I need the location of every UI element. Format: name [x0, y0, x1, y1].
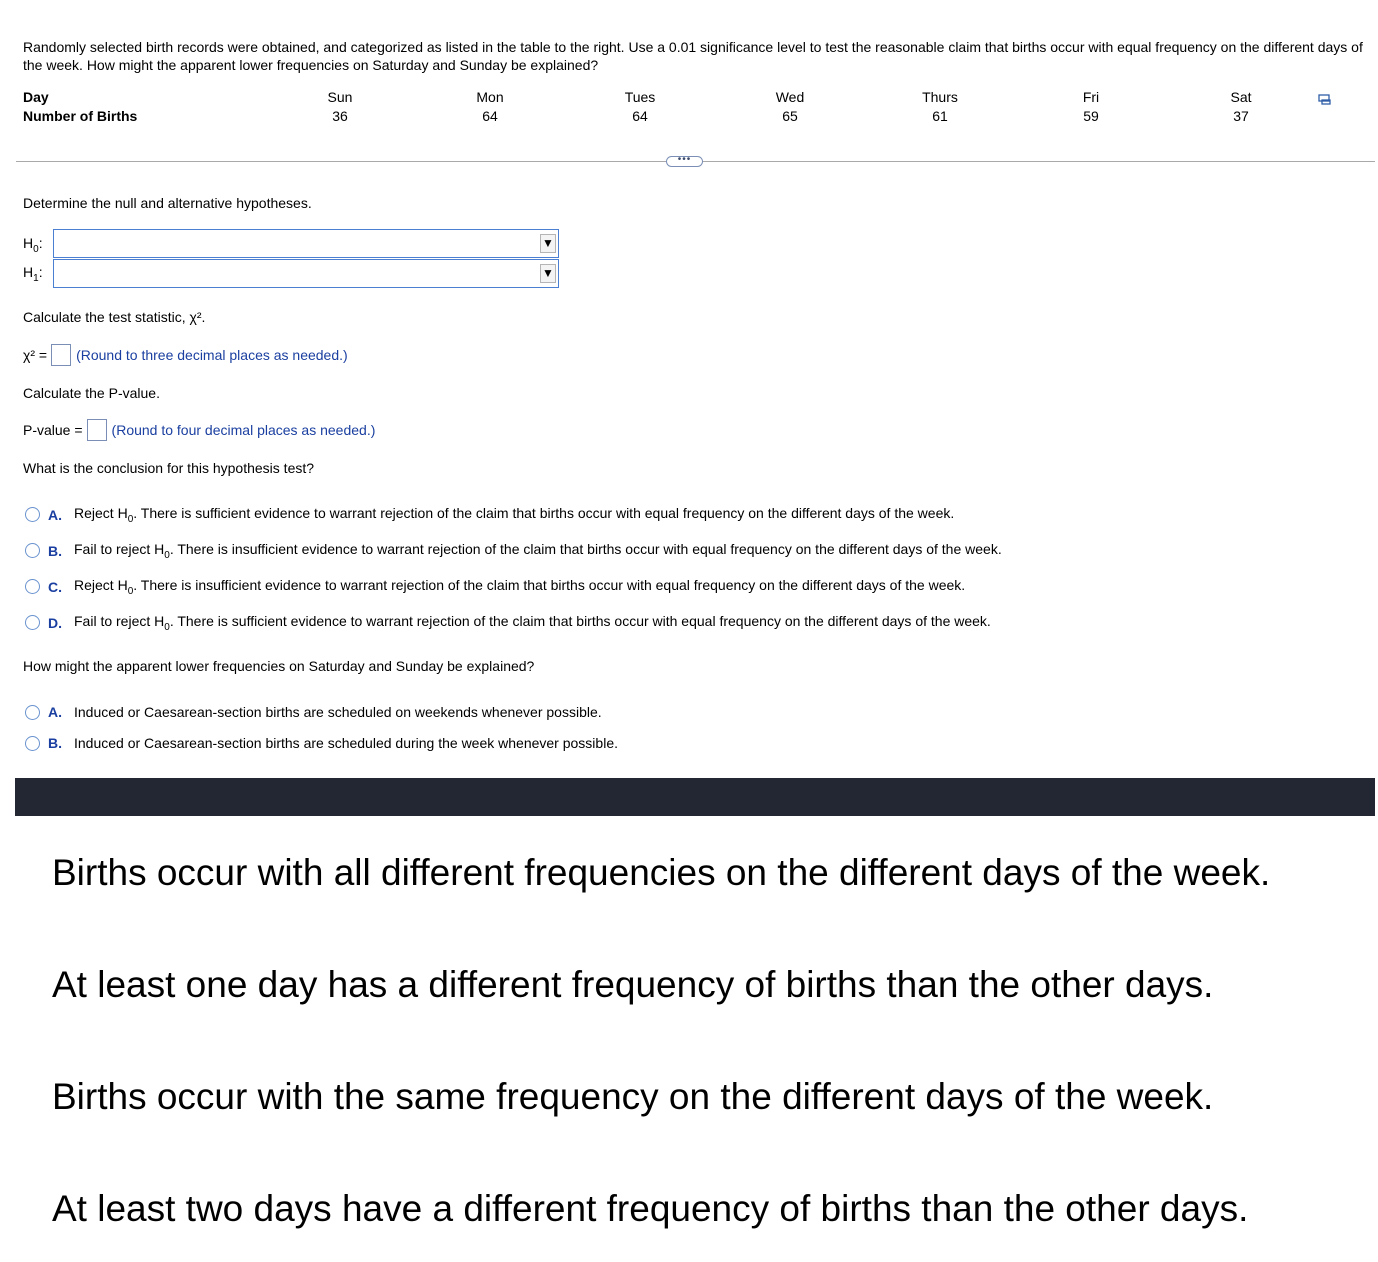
pvalue-label: P-value = [23, 422, 83, 438]
hypotheses-prompt: Determine the null and alternative hypotheses. [23, 195, 312, 211]
day-cell: Sun [327, 89, 353, 105]
chi-square-input[interactable] [51, 344, 71, 366]
pvalue-prompt: Calculate the P-value. [23, 385, 160, 401]
pvalue-row [23, 419, 375, 441]
births-cell: 61 [932, 108, 948, 124]
radio-button[interactable] [25, 579, 40, 594]
chevron-down-icon: ▼ [540, 234, 556, 253]
chevron-down-icon: ▼ [540, 264, 556, 283]
dropdown-option[interactable]: At least two days have a different frequency of births than the other days. [52, 1188, 1249, 1229]
conclusion-option-b[interactable]: B. Fail to reject $H_0$. There is insufficient evidence to warrant rejection of the claim that births occur with equal frequency on the different days of the week. [25, 541, 1002, 561]
day-cell: Sat [1230, 89, 1252, 105]
explanation-option-b[interactable]: B. Induced or Caesarean-section births are scheduled during the week whenever possible. [25, 735, 618, 751]
h0-select[interactable] [53, 229, 559, 258]
pvalue-input[interactable] [87, 419, 107, 441]
table-row-day [23, 89, 1343, 108]
statistic-label: χ² = [23, 347, 48, 363]
day-cell: Fri [1082, 89, 1100, 105]
conclusion-option-c[interactable]: C. Reject $H_0$. There is insufficient evidence to warrant rejection of the claim that births occur with equal frequency on the different days of the week. [25, 577, 965, 597]
radio-button[interactable] [25, 543, 40, 558]
births-cell: 36 [332, 108, 348, 124]
conclusion-option-a[interactable]: A. Reject $H_0$. There is sufficient evidence to warrant rejection of the claim that births occur with equal frequency on the different days of the week. [25, 505, 954, 525]
explanation-prompt: How might the apparent lower frequencies on Saturday and Sunday be explained? [23, 658, 535, 674]
question-text: Randomly selected birth records were obtained, and categorized as listed in the table to the right. Use a 0.01 significance level to test the reasonable claim that births occur with equal frequency on the different days of the week. How might the apparent lower frequencies on Saturday and Sunday be explained? [23, 39, 1363, 73]
births-cell: 64 [632, 108, 648, 124]
table-row-births [23, 108, 1343, 127]
births-table [23, 89, 1343, 127]
row-label-births: Number of Births [23, 108, 138, 124]
day-cell: Mon [476, 89, 504, 105]
statistic-row [23, 344, 348, 366]
statistic-prompt: Calculate the test statistic, χ². [23, 309, 206, 325]
statistic-hint: (Round to three decimal places as needed.) [76, 347, 348, 363]
dropdown-option[interactable]: Births occur with the same frequency on the different days of the week. [52, 1076, 1214, 1117]
births-cell: 59 [1083, 108, 1099, 124]
radio-button[interactable] [25, 507, 40, 522]
radio-button[interactable] [25, 736, 40, 751]
expand-more-button[interactable]: ••• [666, 156, 703, 167]
day-cell: Thurs [922, 89, 958, 105]
copy-table-icon[interactable] [1318, 93, 1332, 105]
h1-label: $H_1$: [23, 264, 43, 284]
explanation-option-a[interactable]: A. Induced or Caesarean-section births are scheduled on weekends whenever possible. [25, 704, 602, 720]
births-cell: 65 [782, 108, 798, 124]
dropdown-option[interactable]: Births occur with all different frequencies on the different days of the week. [52, 852, 1271, 893]
h0-label: $H_0$: [23, 235, 43, 255]
h1-select[interactable] [53, 259, 559, 288]
conclusion-option-d[interactable]: D. Fail to reject $H_0$. There is sufficient evidence to warrant rejection of the claim that births occur with equal frequency on the different days of the week. [25, 613, 991, 633]
births-cell: 64 [482, 108, 498, 124]
births-cell: 37 [1233, 108, 1249, 124]
radio-button[interactable] [25, 615, 40, 630]
day-cell: Wed [775, 89, 805, 105]
radio-button[interactable] [25, 705, 40, 720]
conclusion-prompt: What is the conclusion for this hypothesis test? [23, 460, 315, 476]
pvalue-hint: (Round to four decimal places as needed.) [111, 422, 376, 438]
day-cell: Tues [624, 89, 656, 105]
row-label-day: Day [23, 89, 49, 105]
dropdown-option[interactable]: At least one day has a different frequency of births than the other days. [52, 964, 1214, 1005]
dropdown-header-bar [15, 778, 1375, 816]
